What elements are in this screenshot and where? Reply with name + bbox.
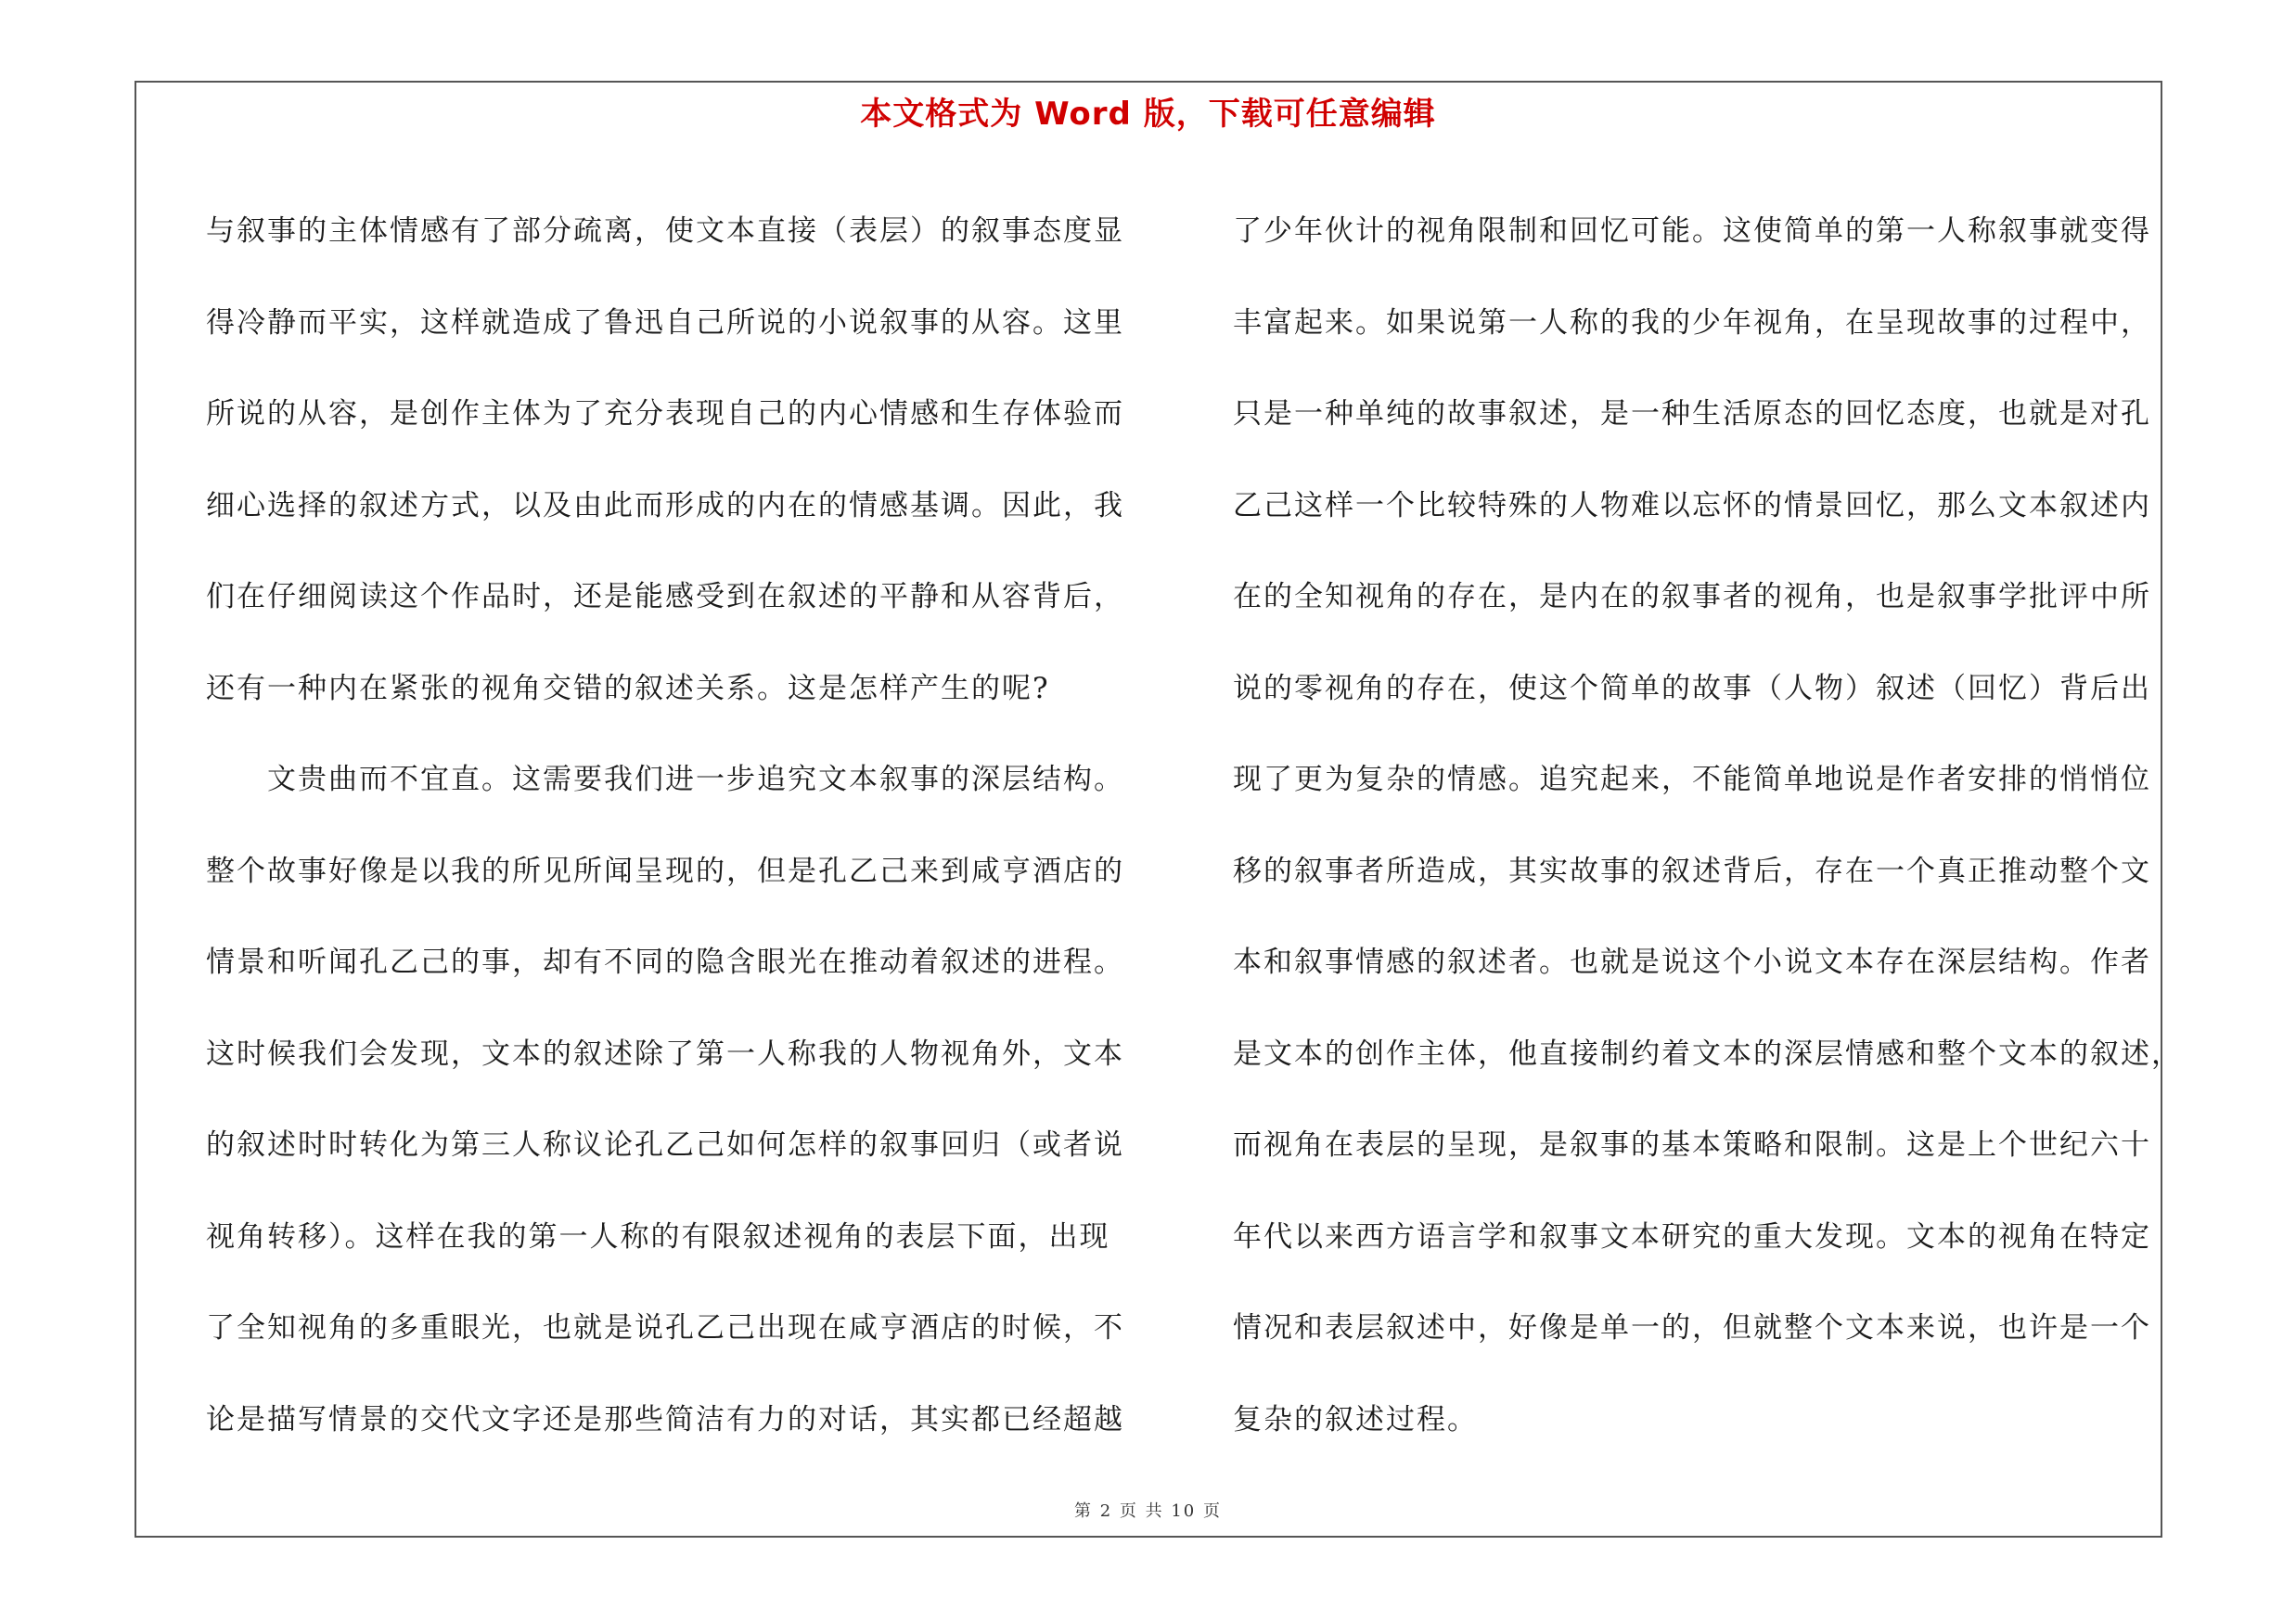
text-line: 视角转移）。这样在我的第一人称的有限叙述视角的表层下面，出现 (206, 1219, 1110, 1254)
text-line: 乙己这样一个比较特殊的人物难以忘怀的情景回忆，那么文本叙述内 (1233, 488, 2151, 522)
text-line: 这时候我们会发现，文本的叙述除了第一人称我的人物视角外，文本 (206, 1037, 1124, 1071)
right-text-column (1233, 186, 2182, 1465)
text-line: 的叙述时时转化为第三人称议论孔乙己如何怎样的叙事回归（或者说 (206, 1128, 1124, 1162)
text-line: 只是一种单纯的故事叙述，是一种生活原态的回忆态度，也就是对孔 (1233, 397, 2151, 431)
text-line: 而视角在表层的呈现，是叙事的基本策略和限制。这是上个世纪六十 (1233, 1128, 2151, 1162)
text-line: 了全知视角的多重眼光，也就是说孔乙己出现在咸亨酒店的时候，不 (206, 1311, 1124, 1345)
text-line: 细心选择的叙述方式，以及由此而形成的内在的情感基调。因此，我 (206, 488, 1124, 522)
text-line: 所说的从容，是创作主体为了充分表现自己的内心情感和生存体验而 (206, 397, 1124, 431)
text-line: 年代以来西方语言学和叙事文本研究的重大发现。文本的视角在特定 (1233, 1219, 2151, 1254)
left-text-column (206, 186, 1129, 1465)
text-line: 在的全知视角的存在，是内在的叙事者的视角，也是叙事学批评中所 (1233, 580, 2151, 613)
text-line: 是文本的创作主体，他直接制约着文本的深层情感和整个文本的叙述， (1233, 1037, 2182, 1071)
text-line: 现了更为复杂的情感。追究起来，不能简单地说是作者安排的悄悄位 (1233, 763, 2151, 796)
text-line: 丰富起来。如果说第一人称的我的少年视角，在呈现故事的过程中， (1233, 305, 2151, 340)
text-line: 们在仔细阅读这个作品时，还是能感受到在叙述的平静和从容背后， (206, 580, 1124, 613)
text-line: 本和叙事情感的叙述者。也就是说这个小说文本存在深层结构。作者 (1233, 946, 2151, 979)
text-line: 复杂的叙述过程。 (1233, 1402, 1478, 1436)
page-number: 第 2 页 共 10 页 (1074, 1501, 1222, 1521)
text-line: 了少年伙计的视角限制和回忆可能。这使简单的第一人称叙事就变得 (1233, 214, 2151, 248)
text-line: 情况和表层叙述中，好像是单一的，但就整个文本来说，也许是一个 (1233, 1311, 2151, 1345)
text-line: 整个故事好像是以我的所见所闻呈现的，但是孔乙己来到咸亨酒店的 (206, 854, 1124, 888)
text-line: 与叙事的主体情感有了部分疏离，使文本直接（表层）的叙事态度显 (206, 214, 1124, 248)
text-line: 论是描写情景的交代文字还是那些简洁有力的对话，其实都已经超越 (206, 1402, 1124, 1436)
text-line: 得冷静而平实，这样就造成了鲁迅自己所说的小说叙事的从容。这里 (206, 305, 1124, 340)
text-line: 说的零视角的存在，使这个简单的故事（人物）叙述（回忆）背后出 (1233, 671, 2151, 705)
text-line: 情景和听闻孔乙己的事，却有不同的隐含眼光在推动着叙述的进程。 (206, 946, 1124, 979)
text-line: 文贵曲而不宜直。这需要我们进一步追究文本叙事的深层结构。 (206, 763, 1124, 796)
text-line: 移的叙事者所造成，其实故事的叙述背后，存在一个真正推动整个文 (1233, 854, 2151, 888)
format-banner: 本文格式为 Word 版，下载可任意编辑 (860, 96, 1436, 133)
text-line: 还有一种内在紧张的视角交错的叙述关系。这是怎样产生的呢? (206, 671, 1050, 705)
